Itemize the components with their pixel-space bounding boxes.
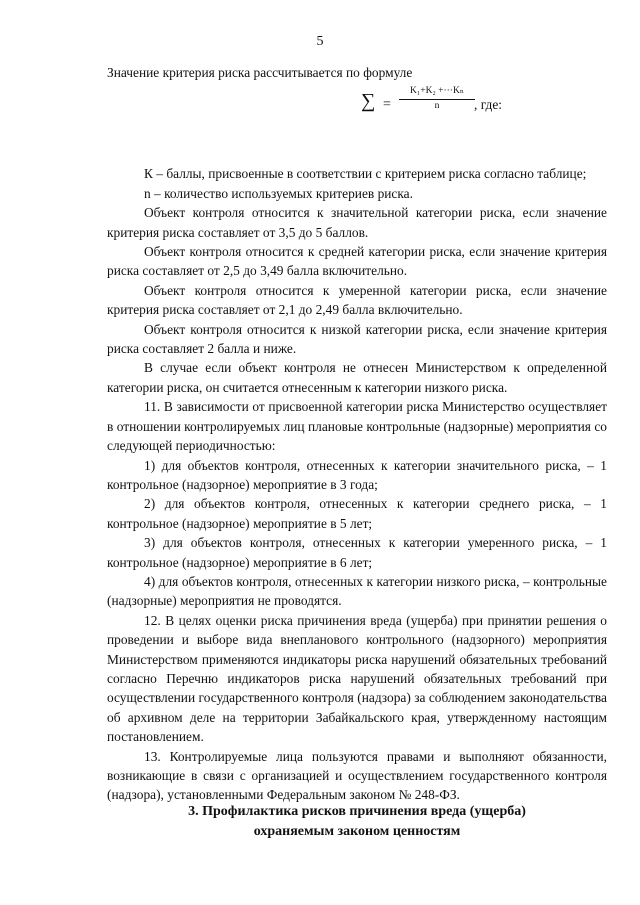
formula-fraction (399, 85, 475, 113)
document-body (107, 63, 607, 805)
formula-numerator: K₁+K₂ +···Kₙ (399, 85, 475, 100)
section-heading (107, 802, 607, 841)
paragraph-13: 13. Контролируемые лица пользуются правами и выполняют обязанности, возникающие в связи с организацией и осуществлением государственного контроля (надзора), установленными Федеральным законом № 248-ФЗ. (107, 748, 607, 803)
paragraph-11-item-4: 4) для объектов контроля, отнесенных к категории низкого риска, – контрольные (надзорные) мероприятия не проводятся. (107, 573, 607, 609)
formula-intro: Значение критерия риска рассчитывается по формуле (107, 65, 413, 80)
paragraph-11-item-2: 2) для объектов контроля, отнесенных к категории среднего риска, – 1 контрольное (надзорное) мероприятие в 5 лет; (107, 496, 607, 531)
risk-formula (107, 86, 607, 132)
equals-sign: = (383, 97, 391, 113)
section-heading-line-1: 3. Профилактика рисков причинения вреда (ущерба) (188, 804, 526, 819)
paragraph-unassigned-risk: В случае если объект контроля не отнесен Министерством к определенной категории риска, он считается отнесенным к категории низкого риска. (107, 360, 607, 395)
formula-denominator: n (434, 101, 440, 112)
paragraph-11: 11. В зависимости от присвоенной категории риска Министерство осуществляет в отношении контролируемых лиц плановые контрольные (надзорные) мероприятия со следующей периодичностью: (107, 399, 607, 454)
paragraph-12: 12. В целях оценки риска причинения вреда (ущерба) при принятии решения о проведении и выборе вида внепланового контрольного (надзорного) мероприятия Министерством применяются индикаторы риска нарушений обязательных требований согласно Перечню индикаторов риска нарушений обязательных требований при осуществлении государственного контроля (надзора) за соблюдением законодательства об архивном деле на территории Забайкальского края, утвержденному настоящим постановлением. (107, 612, 607, 745)
section-heading-line-2: охраняемым законом ценностям (253, 823, 461, 839)
sigma-symbol: ∑ (361, 90, 376, 113)
paragraph-moderate-risk: Объект контроля относится к умеренной категории риска, если значение критерия риска составляет от 2,1 до 2,49 балла включительно. (107, 282, 607, 318)
paragraph-11-item-1: 1) для объектов контроля, отнесенных к категории значительного риска, – 1 контрольное (надзорное) мероприятие в 3 года; (107, 457, 607, 492)
formula-where: , где: (474, 97, 502, 113)
paragraph-11-item-3: 3) для объектов контроля, отнесенных к категории умеренного риска, – 1 контрольное (надзорное) мероприятие в 6 лет; (107, 535, 607, 570)
paragraph-n-definition: n – количество используемых критериев риска. (144, 185, 413, 201)
paragraph-low-risk: Объект контроля относится к низкой категории риска, если значение критерия риска составляет 2 балла и ниже. (107, 321, 607, 357)
page-number: 5 (316, 34, 324, 49)
paragraph-medium-risk: Объект контроля относится к средней категории риска, если значение критерия риска составляет от 2,5 до 3,49 балла включительно. (107, 244, 607, 279)
paragraph-k-definition: К – баллы, присвоенные в соответствии с критерием риска согласно таблице; (144, 166, 587, 182)
paragraph-significant-risk: Объект контроля относится к значительной категории риска, если значение критерия риска составляет от 3,5 до 5 баллов. (107, 205, 607, 240)
